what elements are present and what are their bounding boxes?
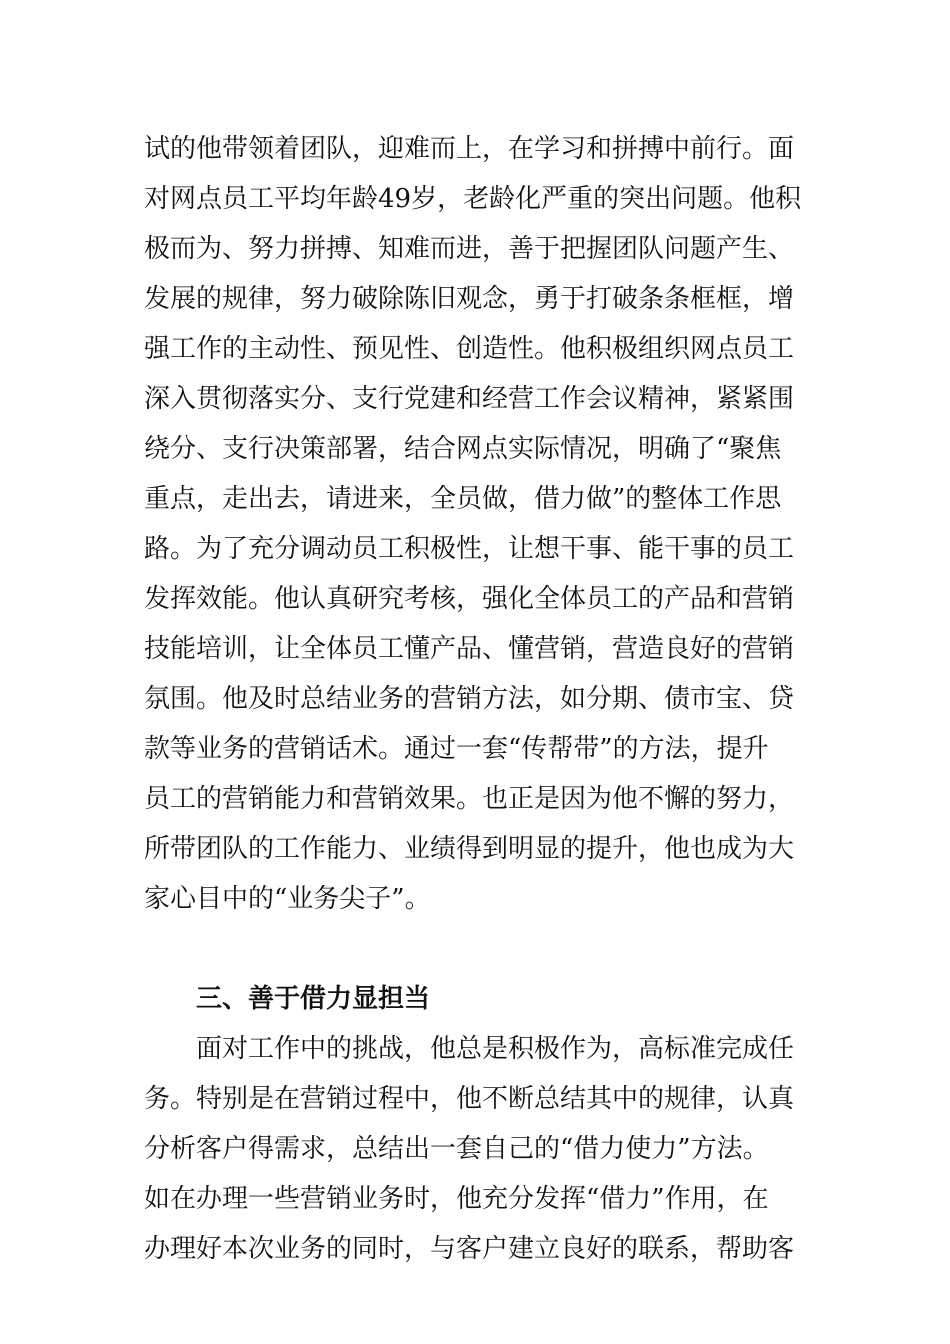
paragraph-1-line: 发展的规律，努力破除陈旧观念，勇于打破条条框框，增 — [144, 284, 795, 314]
paragraph-1-line: 对网点员工平均年龄49岁，老龄化严重的突出问题。他积 — [144, 184, 802, 214]
paragraph-1 — [144, 124, 814, 924]
paragraph-2-line: 务。特别是在营销过程中，他不断总结其中的规律，认真 — [144, 1084, 795, 1114]
section-heading: 三、善于借力显担当 — [196, 984, 431, 1014]
paragraph-1-line: 极而为、努力拼搏、知难而进，善于把握团队问题产生、 — [144, 234, 795, 264]
paragraph-1-line: 款等业务的营销话术。通过一套“传帮带”的方法，提升 — [144, 734, 769, 764]
paragraph-1-line: 技能培训，让全体员工懂产品、懂营销，营造良好的营销 — [144, 634, 795, 664]
paragraph-2-line: 分析客户得需求，总结出一套自己的“借力使力”方法。 — [144, 1134, 769, 1164]
section-3 — [144, 974, 814, 1274]
paragraph-1-line: 员工的营销能力和营销效果。也正是因为他不懈的努力， — [144, 784, 795, 814]
paragraph-1-line: 发挥效能。他认真研究考核，强化全体员工的产品和营销 — [144, 584, 795, 614]
paragraph-1-line: 路。为了充分调动员工积极性，让想干事、能干事的员工 — [144, 534, 795, 564]
paragraph-2-line: 如在办理一些营销业务时，他充分发挥“借力”作用，在 — [144, 1184, 769, 1214]
paragraph-1-line: 氛围。他及时总结业务的营销方法，如分期、债市宝、贷 — [144, 684, 795, 714]
paragraph-2-line: 面对工作中的挑战，他总是积极作为，高标准完成任 — [196, 1034, 795, 1064]
paragraph-1-line: 所带团队的工作能力、业绩得到明显的提升，他也成为大 — [144, 834, 795, 864]
paragraph-1-line: 深入贯彻落实分、支行党建和经营工作会议精神，紧紧围 — [144, 384, 795, 414]
paragraph-2-line: 办理好本次业务的同时，与客户建立良好的联系，帮助客 — [144, 1234, 795, 1264]
paragraph-1-line: 重点，走出去，请进来，全员做，借力做”的整体工作思 — [144, 484, 782, 514]
paragraph-1-line: 家心目中的“业务尖子”。 — [144, 884, 431, 914]
paragraph-1-line: 试的他带领着团队，迎难而上，在学习和拼搏中前行。面 — [144, 134, 795, 164]
paragraph-1-line: 强工作的主动性、预见性、创造性。他积极组织网点员工 — [144, 334, 795, 364]
paragraph-1-line: 绕分、支行决策部署，结合网点实际情况，明确了“聚焦 — [144, 434, 782, 464]
